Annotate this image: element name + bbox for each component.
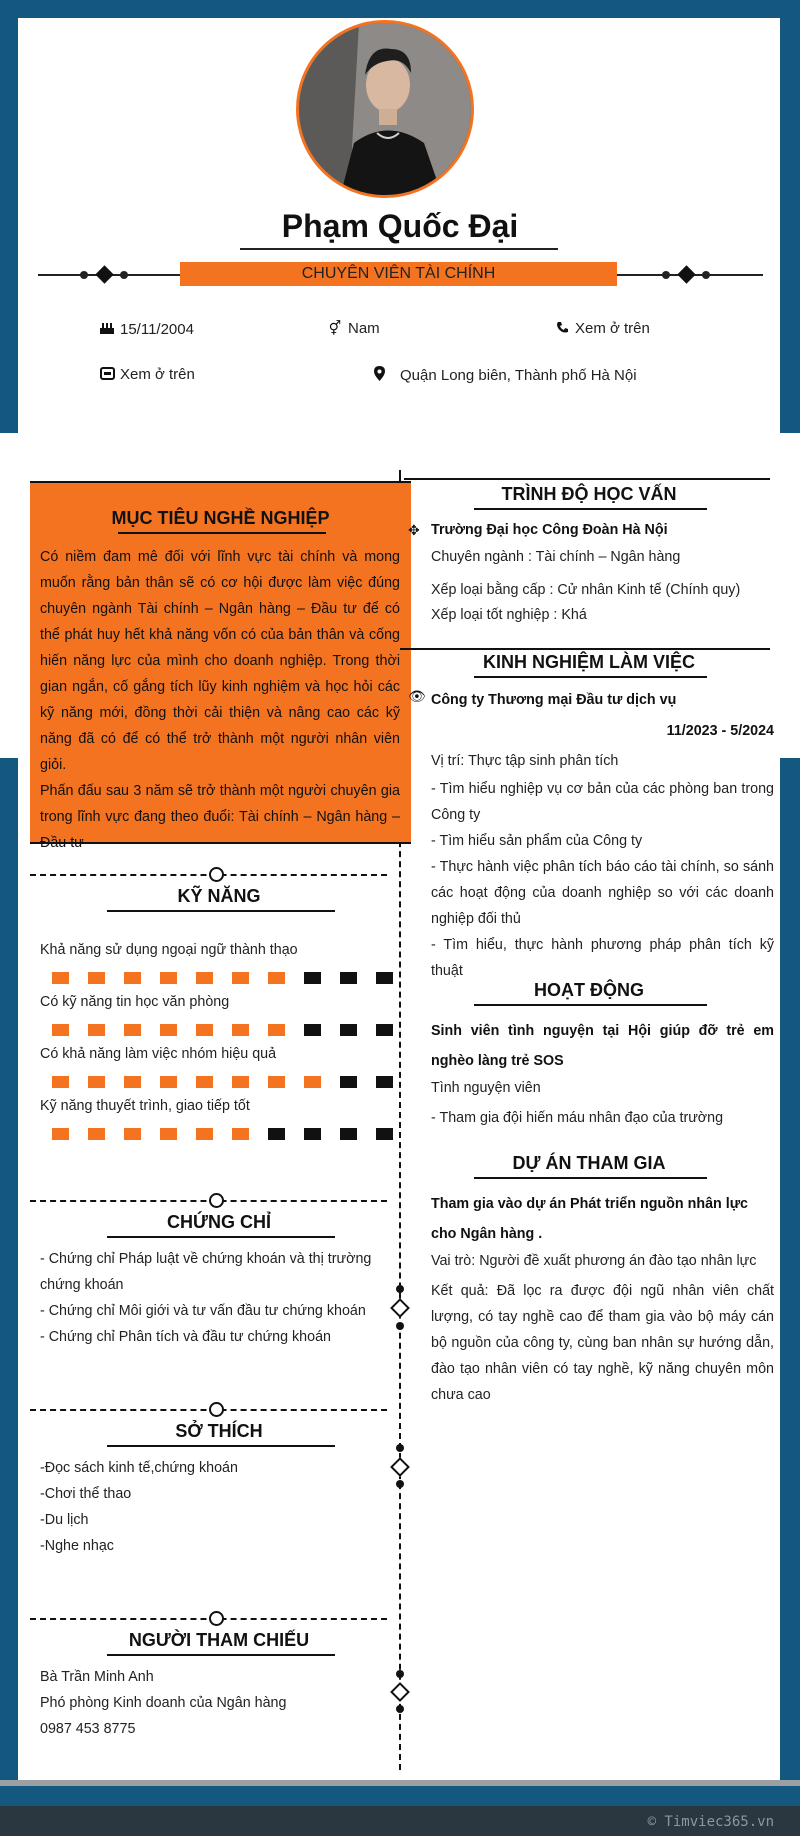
skill-level-filled xyxy=(160,1024,177,1036)
education-section xyxy=(404,478,774,638)
ornament-dot xyxy=(80,271,88,279)
activity-name: Sinh viên tình nguyện tại Hội giúp đỡ trẻ em nghèo làng trẻ SOS xyxy=(431,1023,774,1069)
skill-level-filled xyxy=(124,1076,141,1088)
objective-text xyxy=(40,544,400,856)
activities-section xyxy=(404,980,774,1130)
gender-value: Nam xyxy=(348,320,380,337)
skill-bar xyxy=(52,1128,393,1140)
address xyxy=(370,366,637,384)
task-item: - Tìm hiểu, thực hành phương pháp phân tích kỹ thuật xyxy=(431,937,774,979)
skill-level-filled xyxy=(88,972,105,984)
skill-level-filled xyxy=(232,1076,249,1088)
job-title: CHUYÊN VIÊN TÀI CHÍNH xyxy=(180,262,617,286)
projects-section xyxy=(404,1153,774,1403)
hobbies-list xyxy=(40,1455,400,1559)
skill-level-filled xyxy=(88,1128,105,1140)
company-name: Công ty Thương mại Đầu tư dịch vụ xyxy=(431,692,677,708)
ornament-dot xyxy=(662,271,670,279)
skill-level-empty xyxy=(304,972,321,984)
email-value: Xem ở trên xyxy=(120,366,195,383)
section-underline xyxy=(474,508,707,510)
skill-level-filled xyxy=(124,1024,141,1036)
hobbies-section xyxy=(30,1401,402,1561)
section-circle xyxy=(209,1611,224,1626)
reference-details xyxy=(40,1664,400,1742)
candidate-name: Phạm Quốc Đại xyxy=(281,208,519,244)
section-underline xyxy=(107,1445,335,1447)
task-item: - Tìm hiểu sản phẩm của Công ty xyxy=(431,833,643,849)
skill-level-filled xyxy=(232,1128,249,1140)
section-circle xyxy=(209,1402,224,1417)
phone-icon xyxy=(553,321,571,337)
section-rule xyxy=(404,478,770,480)
birthdate-value: 15/11/2004 xyxy=(120,320,194,338)
objective-paragraph: Có niềm đam mê đối với lĩnh vực tài chính và mong muốn rằng bản thân sẽ có cơ hội được làm việc đúng chuyên ngành Tài chính – Ngân hàng – Đầu tư để có thể phát huy hết khả năng vốn có của bản thân và cống hiến năng lực của mình cho doanh nghiệp. Trong thời gian ngắn, cố gắng tích lũy kinh nghiệm và học hỏi các kỹ năng mới, đồng thời cải thiện và nâng cao các kỹ năng đã có để có thể trở thành một người nhân viên giỏi. xyxy=(40,549,400,773)
certificates-section xyxy=(30,1192,402,1352)
eye-icon: 👁 xyxy=(408,688,426,704)
ornament-dot xyxy=(120,271,128,279)
skill-bar xyxy=(52,1024,393,1036)
education-title: TRÌNH ĐỘ HỌC VẤN xyxy=(501,484,677,504)
reference-position: Phó phòng Kinh doanh của Ngân hàng xyxy=(40,1695,287,1711)
gender-icon: ⚥ xyxy=(328,320,342,336)
objective-title: MỤC TIÊU NGHỀ NGHIỆP xyxy=(111,508,330,528)
certificates-title: CHỨNG CHỈ xyxy=(167,1212,271,1232)
email-icon xyxy=(98,367,116,383)
footer-strip xyxy=(0,1780,800,1786)
skill-level-filled xyxy=(232,1024,249,1036)
skill-level-filled xyxy=(268,972,285,984)
task-item: - Tìm hiểu nghiệp vụ cơ bản của các phòng ban trong Công ty xyxy=(431,781,774,823)
skill-label: Có khả năng làm việc nhóm hiệu quả xyxy=(40,1046,277,1062)
skill-level-filled xyxy=(232,972,249,984)
section-underline xyxy=(474,1004,707,1006)
skill-level-empty xyxy=(340,1076,357,1088)
project-role: Vai trò: Người đề xuất phương án đào tạo nhân lực xyxy=(431,1253,757,1269)
certificate-item: - Chứng chỉ Phân tích và đầu tư chứng khoán xyxy=(40,1329,331,1345)
school-name: Trường Đại học Công Đoàn Hà Nội xyxy=(431,522,668,538)
skill-label: Có kỹ năng tin học văn phòng xyxy=(40,994,230,1010)
skill-level-empty xyxy=(340,1024,357,1036)
hobby-item: -Du lịch xyxy=(40,1512,89,1528)
career-objective xyxy=(30,481,411,851)
skill-level-filled xyxy=(160,972,177,984)
skill-level-filled xyxy=(124,1128,141,1140)
skill-label: Kỹ năng thuyết trình, giao tiếp tốt xyxy=(40,1098,250,1114)
skill-level-empty xyxy=(376,1024,393,1036)
move-icon: ✥ xyxy=(408,522,420,538)
skill-bar xyxy=(52,972,393,984)
skills-title: KỸ NĂNG xyxy=(177,886,261,906)
section-underline xyxy=(107,1654,335,1656)
task-item: - Thực hành việc phân tích báo cáo tài chính, so sánh các hoạt động của doanh nghiệp so với các doanh nghiệp đối thủ xyxy=(431,859,774,927)
skill-level-empty xyxy=(340,1128,357,1140)
education-degree: Xếp loại bằng cấp : Cử nhân Kinh tế (Chính quy) xyxy=(431,582,741,598)
references-section xyxy=(30,1610,402,1750)
ornament-dot xyxy=(702,271,710,279)
certificate-item: - Chứng chỉ Môi giới và tư vấn đầu tư chứng khoán xyxy=(40,1303,366,1319)
section-circle xyxy=(209,1193,224,1208)
skill-level-filled xyxy=(88,1024,105,1036)
phone xyxy=(553,320,650,337)
project-result: Kết quả: Đã lọc ra được đội ngũ nhân viên chất lượng, có tay nghề cao để tham gia vào bộ máy cán bộ nguồn của công ty, cùng ban nhân sự hướng dẫn, đào tạo nhân viên có tay nghề, kỹ năng chuyên môn chưa cao xyxy=(431,1283,774,1403)
skill-level-empty xyxy=(376,972,393,984)
experience-title: KINH NGHIỆM LÀM VIỆC xyxy=(482,652,695,672)
section-circle xyxy=(209,867,224,882)
skill-bar xyxy=(52,1076,393,1088)
section-underline xyxy=(474,1177,707,1179)
watermark: © Timviec365.vn xyxy=(647,1814,774,1830)
reference-name: Bà Trần Minh Anh xyxy=(40,1669,154,1685)
hobbies-title: SỞ THÍCH xyxy=(175,1421,263,1441)
skill-level-filled xyxy=(196,1076,213,1088)
activity-detail: - Tham gia đội hiến máu nhân đạo của trường xyxy=(431,1110,724,1126)
certificate-item: - Chứng chỉ Pháp luật về chứng khoán và thị trường chứng khoán xyxy=(40,1251,372,1293)
skill-level-filled xyxy=(304,1076,321,1088)
skill-level-filled xyxy=(196,1128,213,1140)
address-value: Quận Long biên, Thành phố Hà Nội xyxy=(400,366,637,384)
skill-level-filled xyxy=(88,1076,105,1088)
references-title: NGƯỜI THAM CHIẾU xyxy=(128,1630,310,1650)
hobby-item: -Chơi thể thao xyxy=(40,1486,132,1502)
skill-level-filled xyxy=(160,1128,177,1140)
phone-value: Xem ở trên xyxy=(575,320,650,337)
certificates-list xyxy=(40,1246,400,1350)
skill-level-filled xyxy=(196,1024,213,1036)
skill-level-filled xyxy=(124,972,141,984)
education-major: Chuyên ngành : Tài chính – Ngân hàng xyxy=(431,549,681,565)
skill-level-filled xyxy=(160,1076,177,1088)
skill-level-filled xyxy=(52,972,69,984)
activity-role: Tình nguyện viên xyxy=(431,1080,541,1096)
hobby-item: -Nghe nhạc xyxy=(40,1538,114,1554)
skill-level-filled xyxy=(268,1076,285,1088)
skill-level-filled xyxy=(52,1076,69,1088)
skill-level-empty xyxy=(376,1076,393,1088)
hobby-item: -Đọc sách kinh tế,chứng khoán xyxy=(40,1460,238,1476)
section-underline xyxy=(107,910,335,912)
section-underline xyxy=(474,676,707,678)
reference-phone: 0987 453 8775 xyxy=(40,1721,136,1737)
section-underline xyxy=(107,1236,335,1238)
skill-level-empty xyxy=(304,1128,321,1140)
skill-level-empty xyxy=(376,1128,393,1140)
skill-level-filled xyxy=(268,1024,285,1036)
experience-section xyxy=(404,648,774,979)
skills-section xyxy=(30,866,402,1136)
skill-level-empty xyxy=(268,1128,285,1140)
location-pin-icon xyxy=(370,366,388,384)
skill-level-empty xyxy=(340,972,357,984)
gender xyxy=(326,320,380,337)
skill-label: Khả năng sử dụng ngoại ngữ thành thạo xyxy=(40,942,298,958)
section-rule xyxy=(400,648,770,650)
email xyxy=(98,366,195,383)
project-name: Tham gia vào dự án Phát triển nguồn nhân lực cho Ngân hàng . xyxy=(431,1196,748,1242)
skill-level-filled xyxy=(52,1128,69,1140)
projects-title: DỰ ÁN THAM GIA xyxy=(512,1153,666,1173)
birthdate xyxy=(98,320,194,338)
education-grade: Xếp loại tốt nghiệp : Khá xyxy=(431,607,587,623)
activities-title: HOẠT ĐỘNG xyxy=(534,980,644,1000)
skill-level-filled xyxy=(52,1024,69,1036)
skill-level-empty xyxy=(304,1024,321,1036)
work-period: 11/2023 - 5/2024 xyxy=(666,723,774,739)
objective-underline xyxy=(118,532,326,534)
avatar xyxy=(296,20,474,198)
name-underline xyxy=(240,248,558,250)
work-tasks xyxy=(431,776,774,984)
birthday-cake-icon xyxy=(98,320,116,338)
skill-level-filled xyxy=(196,972,213,984)
work-position: Vị trí: Thực tập sinh phân tích xyxy=(431,753,619,769)
objective-paragraph: Phấn đấu sau 3 năm sẽ trở thành một người chuyên gia trong lĩnh vực đang theo đuổi: Tài chính – Ngân hàng – Đầu tư xyxy=(40,783,400,851)
